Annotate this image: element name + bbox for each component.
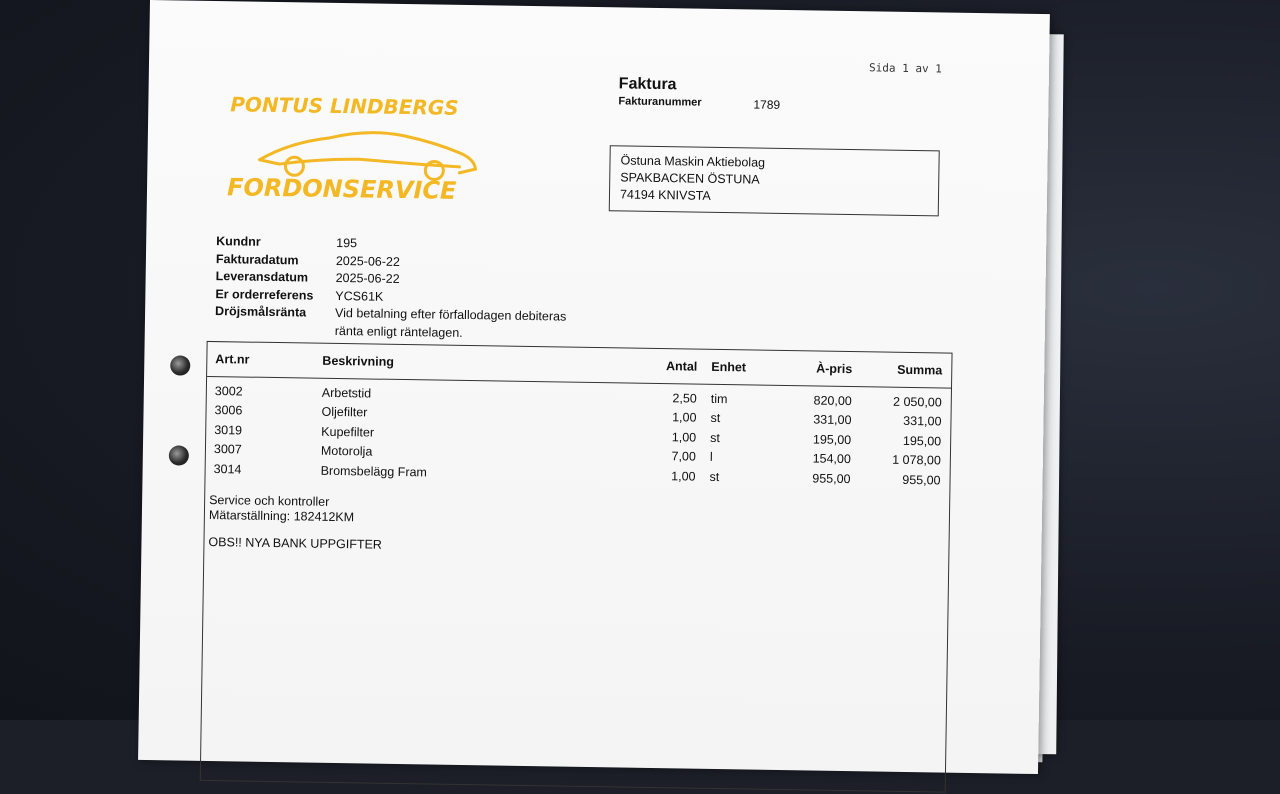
cell-unit-price: 195,00: [812, 432, 852, 447]
line-items-table: [200, 341, 953, 793]
page-indicator: Sida 1 av 1: [868, 61, 942, 76]
cell-sum: 195,00: [902, 433, 942, 449]
header-unit: Enhet: [711, 359, 747, 375]
detail-value: 2025-06-22: [335, 253, 400, 269]
cell-unit: tim: [710, 391, 728, 406]
logo-text-line1: PONTUS LINDBERGS: [230, 92, 459, 120]
header-description: Beskrivning: [322, 353, 395, 369]
cell-unit-price: 955,00: [812, 471, 851, 486]
cell-quantity: 1,00: [671, 468, 696, 484]
header-quantity: Antal: [665, 359, 698, 374]
cell-art-nr: 3002: [214, 383, 243, 399]
cell-sum: 1 078,00: [892, 452, 941, 468]
cell-unit-price: 820,00: [813, 393, 852, 408]
recipient-street: SPAKBACKEN ÖSTUNA: [620, 170, 760, 187]
invoice-details: [215, 233, 597, 344]
detail-label: Er orderreferens: [215, 286, 314, 303]
note-bank-notice: OBS!! NYA BANK UPPGIFTER: [208, 534, 383, 552]
detail-value: 2025-06-22: [335, 270, 400, 286]
cell-description: Oljefilter: [321, 404, 368, 420]
cell-unit-price: 331,00: [813, 412, 852, 428]
cell-quantity: 1,00: [672, 410, 697, 425]
recipient-name: Östuna Maskin Aktiebolag: [620, 153, 766, 170]
cell-quantity: 2,50: [672, 391, 697, 406]
company-logo: [219, 81, 491, 205]
header-art-nr: Art.nr: [215, 352, 250, 367]
detail-value: YCS61K: [335, 288, 384, 304]
cell-sum: 2 050,00: [893, 394, 942, 410]
detail-label: Dröjsmålsränta: [215, 304, 307, 320]
cell-description: Arbetstid: [321, 385, 372, 401]
detail-label: Leveransdatum: [215, 269, 309, 285]
invoice-number: 1789: [753, 97, 781, 112]
cell-description: Kupefilter: [321, 424, 375, 440]
cell-sum: 331,00: [903, 414, 942, 429]
detail-value: Vid betalning efter förfallodagen debiteras ränta enligt räntelagen.: [334, 305, 567, 340]
cell-art-nr: 3014: [213, 461, 242, 477]
recipient-city: 74194 KNIVSTA: [619, 187, 711, 203]
note-service: Service och kontroller: [209, 492, 330, 509]
table-body: [204, 377, 951, 561]
punch-hole: [170, 355, 190, 375]
cell-quantity: 1,00: [671, 430, 697, 445]
cell-art-nr: 3007: [213, 442, 242, 457]
invoice-sheet: [138, 0, 1050, 774]
detail-label: Kundnr: [216, 234, 261, 249]
detail-value: 195: [336, 235, 358, 251]
detail-label: Fakturadatum: [215, 251, 299, 267]
header-unit-price: À-pris: [816, 361, 853, 377]
cell-unit-price: 154,00: [812, 451, 851, 467]
cell-unit: st: [710, 430, 721, 445]
cell-description: Motorolja: [320, 443, 373, 459]
cell-sum: 955,00: [902, 472, 941, 488]
invoice-number-label: Fakturanummer: [618, 95, 702, 109]
cell-art-nr: 3006: [214, 403, 243, 418]
cell-art-nr: 3019: [214, 422, 243, 438]
cell-quantity: 7,00: [671, 449, 697, 464]
note-odometer: Mätarställning: 182412KM: [208, 507, 355, 524]
cell-description: Bromsbelägg Fram: [320, 463, 428, 480]
logo-text-line2: FORDONSERVICE: [226, 173, 457, 205]
recipient-address-box: [609, 145, 940, 216]
wheel-icon: [285, 157, 303, 175]
cell-unit: l: [709, 450, 713, 465]
cell-unit: st: [710, 411, 721, 426]
invoice-title: Faktura: [618, 75, 677, 94]
cell-unit: st: [709, 469, 720, 484]
punch-hole: [169, 445, 189, 465]
header-sum: Summa: [897, 362, 943, 378]
invoice-notes: [204, 478, 949, 561]
